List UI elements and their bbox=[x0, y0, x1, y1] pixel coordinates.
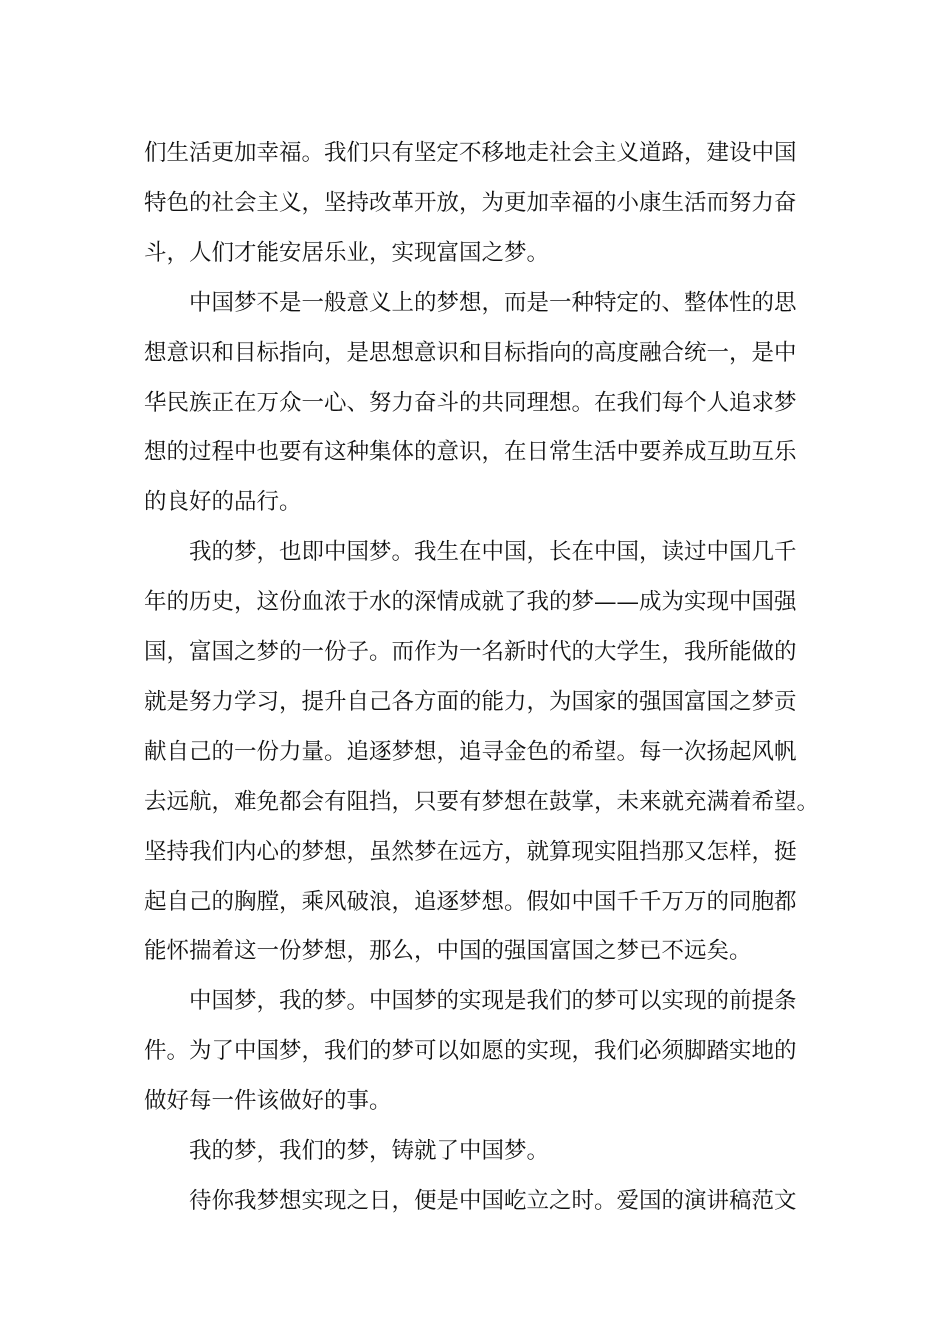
text-line: 想意识和目标指向，是思想意识和目标指向的高度融合统一，是中 bbox=[144, 339, 797, 366]
text-line: 坚持我们内心的梦想，虽然梦在远方，就算现实阻挡那又怎样，挺 bbox=[144, 838, 797, 865]
text-line: 就是努力学习，提升自己各方面的能力，为国家的强国富国之梦贡 bbox=[144, 688, 797, 715]
paragraph-first-line: 我的梦，我们的梦，铸就了中国梦。 bbox=[189, 1138, 550, 1164]
text-line: 斗，人们才能安居乐业，实现富国之梦。 bbox=[144, 239, 550, 266]
text-line: 们生活更加幸福。我们只有坚定不移地走社会主义道路，建设中国 bbox=[144, 140, 797, 166]
text-line: 件。为了中国梦，我们的梦可以如愿的实现，我们必须脚踏实地的 bbox=[144, 1038, 797, 1065]
text-line: 能怀揣着这一份梦想，那么，中国的强国富国之梦已不远矣。 bbox=[144, 938, 752, 965]
text-line: 年的历史，这份血浓于水的深情成就了我的梦——成为实现中国强 bbox=[144, 589, 797, 616]
paragraph-first-line: 中国梦不是一般意义上的梦想，而是一种特定的、整体性的思 bbox=[189, 289, 797, 316]
text-line: 国，富国之梦的一份子。而作为一名新时代的大学生，我所能做的 bbox=[144, 639, 797, 665]
text-line: 的良好的品行。 bbox=[144, 489, 302, 516]
text-line: 做好每一件该做好的事。 bbox=[144, 1088, 392, 1115]
paragraph-first-line: 我的梦，也即中国梦。我生在中国，长在中国，读过中国几千 bbox=[189, 539, 797, 566]
text-line: 献自己的一份力量。追逐梦想，追寻金色的希望。每一次扬起风帆 bbox=[144, 738, 797, 765]
text-line: 去远航，难免都会有阻挡，只要有梦想在鼓掌，未来就充满着希望。 bbox=[144, 788, 820, 815]
text-line: 想的过程中也要有这种集体的意识，在日常生活中要养成互助互乐 bbox=[144, 439, 797, 466]
text-line: 起自己的胸膛，乘风破浪，追逐梦想。假如中国千千万万的同胞都 bbox=[144, 888, 797, 915]
paragraph-first-line: 待你我梦想实现之日，便是中国屹立之时。爱国的演讲稿范文 bbox=[189, 1187, 797, 1214]
text-line: 特色的社会主义，坚持改革开放，为更加幸福的小康生活而努力奋 bbox=[144, 189, 797, 216]
text-line: 华民族正在万众一心、努力奋斗的共同理想。在我们每个人追求梦 bbox=[144, 389, 797, 416]
paragraph-first-line: 中国梦，我的梦。中国梦的实现是我们的梦可以实现的前提条 bbox=[189, 988, 797, 1015]
